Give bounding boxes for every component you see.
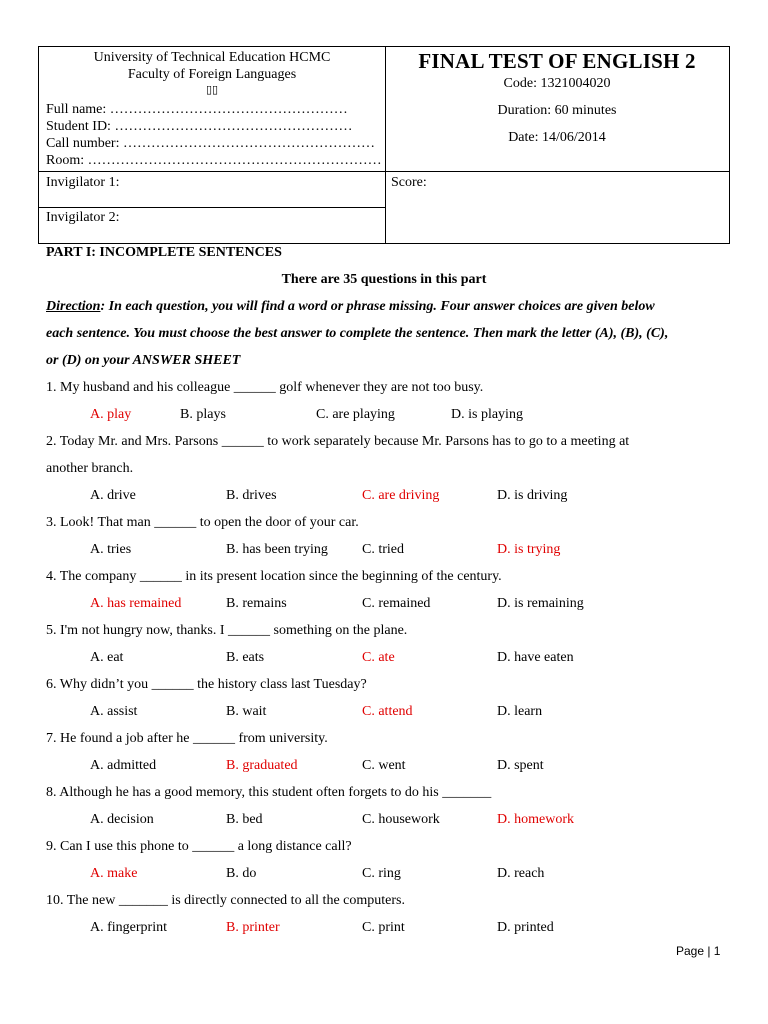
question-2-option-c[interactable]: C. are driving xyxy=(362,488,440,503)
question-3-option-d[interactable]: D. is trying xyxy=(497,542,561,557)
question-6-option-b[interactable]: B. wait xyxy=(226,704,267,719)
question-5-option-d[interactable]: D. have eaten xyxy=(497,650,574,665)
question-5-option-c[interactable]: C. ate xyxy=(362,650,395,665)
question-10-option-b[interactable]: B. printer xyxy=(226,920,280,935)
question-7-option-c[interactable]: C. went xyxy=(362,758,406,773)
question-2-option-b[interactable]: B. drives xyxy=(226,488,277,503)
student-id-field[interactable]: Student ID: …………………………………………… xyxy=(46,119,353,134)
exam-duration: Duration: 60 minutes xyxy=(497,103,617,118)
question-7-option-d[interactable]: D. spent xyxy=(497,758,544,773)
direction-line-1 xyxy=(46,299,655,315)
question-6-stem: 6. Why didn’t you ______ the history class last Tuesday? xyxy=(46,677,367,692)
question-3-stem: 3. Look! That man ______ to open the door of your car. xyxy=(46,515,359,530)
question-3-option-c[interactable]: C. tried xyxy=(362,542,404,557)
question-8-option-d[interactable]: D. homework xyxy=(497,812,574,827)
question-2-option-a[interactable]: A. drive xyxy=(90,488,136,503)
question-4-option-b[interactable]: B. remains xyxy=(226,596,287,611)
question-10-option-d[interactable]: D. printed xyxy=(497,920,554,935)
question-6-option-d[interactable]: D. learn xyxy=(497,704,543,719)
score-field[interactable]: Score: xyxy=(391,175,427,190)
direction-line-2: each sentence. You must choose the best answer to complete the sentence. Then mark the letter (A), (B), (C), xyxy=(46,326,669,341)
part-heading: PART I: INCOMPLETE SENTENCES xyxy=(46,245,282,260)
invigilator-2-field[interactable]: Invigilator 2: xyxy=(46,210,120,225)
exam-header-box xyxy=(38,46,730,244)
question-3-option-b[interactable]: B. has been trying xyxy=(226,542,328,557)
question-7-option-a[interactable]: A. admitted xyxy=(90,758,157,773)
exam-code: Code: 1321004020 xyxy=(503,76,611,91)
full-name-field[interactable]: Full name: …………………………………………… xyxy=(46,102,348,117)
direction-label: Direction xyxy=(46,299,101,314)
question-6-option-a[interactable]: A. assist xyxy=(90,704,138,719)
invigilator-1-field[interactable]: Invigilator 1: xyxy=(46,175,120,190)
call-number-field[interactable]: Call number: ……………………………………………… xyxy=(46,136,375,151)
university-name: University of Technical Education HCMC xyxy=(93,50,331,65)
faculty-mark: ▯▯ xyxy=(205,84,219,96)
question-9-option-d[interactable]: D. reach xyxy=(497,866,545,881)
question-4-option-c[interactable]: C. remained xyxy=(362,596,431,611)
direction-line-3: or (D) on your ANSWER SHEET xyxy=(46,353,241,368)
room-field[interactable]: Room: ……………………………………………………… xyxy=(46,153,382,168)
exam-date: Date: 14/06/2014 xyxy=(508,130,606,145)
question-8-option-c[interactable]: C. housework xyxy=(362,812,440,827)
question-5-option-b[interactable]: B. eats xyxy=(226,650,265,665)
invigilator-divider xyxy=(39,207,385,208)
question-4-option-d[interactable]: D. is remaining xyxy=(497,596,584,611)
question-1-option-a[interactable]: A. play xyxy=(90,407,132,422)
question-5-stem: 5. I'm not hungry now, thanks. I ______ something on the plane. xyxy=(46,623,408,638)
question-2-stem: 2. Today Mr. and Mrs. Parsons ______ to work separately because Mr. Parsons has to go to a meeting at xyxy=(46,434,630,449)
question-10-option-c[interactable]: C. print xyxy=(362,920,405,935)
question-1-option-c[interactable]: C. are playing xyxy=(316,407,395,422)
question-9-stem: 9. Can I use this phone to ______ a long distance call? xyxy=(46,839,352,854)
page-number: Page | 1 xyxy=(676,944,721,958)
question-8-option-b[interactable]: B. bed xyxy=(226,812,263,827)
question-7-option-b[interactable]: B. graduated xyxy=(226,758,298,773)
question-9-option-a[interactable]: A. make xyxy=(90,866,138,881)
question-2-stem-cont: another branch. xyxy=(46,461,134,476)
question-5-option-a[interactable]: A. eat xyxy=(90,650,124,665)
question-10-stem: 10. The new _______ is directly connected to all the computers. xyxy=(46,893,405,908)
question-9-option-b[interactable]: B. do xyxy=(226,866,257,881)
question-10-option-a[interactable]: A. fingerprint xyxy=(90,920,167,935)
faculty-name: Faculty of Foreign Languages xyxy=(127,67,297,82)
question-9-option-c[interactable]: C. ring xyxy=(362,866,401,881)
question-4-stem: 4. The company ______ in its present location since the beginning of the century. xyxy=(46,569,502,584)
question-8-option-a[interactable]: A. decision xyxy=(90,812,154,827)
header-divider-horizontal xyxy=(39,171,729,172)
question-2-option-d[interactable]: D. is driving xyxy=(497,488,568,503)
question-8-stem: 8. Although he has a good memory, this student often forgets to do his _______ xyxy=(46,785,492,800)
question-3-option-a[interactable]: A. tries xyxy=(90,542,132,557)
exam-title: FINAL TEST OF ENGLISH 2 xyxy=(418,49,696,73)
question-1-stem: 1. My husband and his colleague ______ golf whenever they are not too busy. xyxy=(46,380,484,395)
question-4-option-a[interactable]: A. has remained xyxy=(90,596,182,611)
direction-text-1: : In each question, you will find a word or phrase missing. Four answer choices are given below xyxy=(100,299,655,314)
question-1-option-b[interactable]: B. plays xyxy=(180,407,226,422)
question-count: There are 35 questions in this part xyxy=(281,272,487,287)
question-7-stem: 7. He found a job after he ______ from university. xyxy=(46,731,328,746)
question-6-option-c[interactable]: C. attend xyxy=(362,704,413,719)
question-1-option-d[interactable]: D. is playing xyxy=(451,407,523,422)
